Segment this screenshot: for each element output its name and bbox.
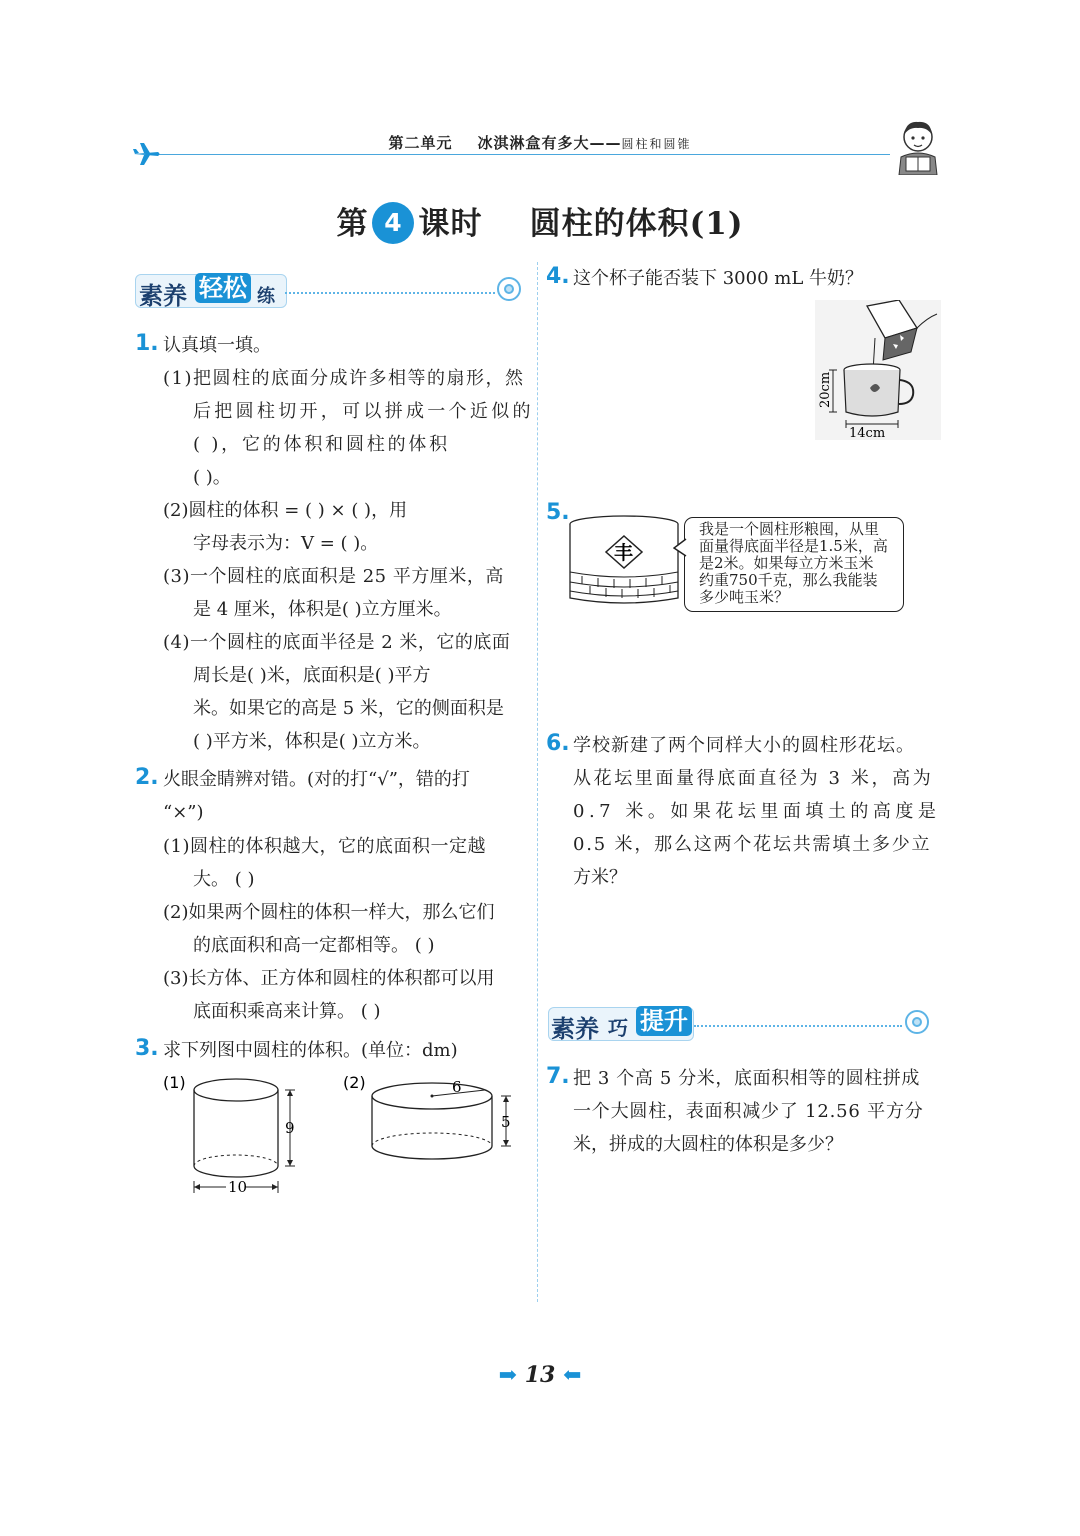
q2-line: 的底面积和高一定都相等。 ( ) (193, 935, 435, 956)
bubble-line: 面量得底面半径是1.5米，高 (699, 537, 888, 555)
arrow-left-icon: ⬅ (562, 1362, 582, 1388)
q6-line: 0.5 米，那么这两个花坛共需填土多少立 (573, 834, 932, 855)
fig2-height-label: 5 (501, 1113, 511, 1131)
q2-line: 底面积乘高来计算。 ( ) (193, 1001, 381, 1022)
cup-width-label: 14cm (849, 426, 886, 440)
cup-and-milk-illustration (815, 300, 941, 440)
q6-line: 学校新建了两个同样大小的圆柱形花坛。 (573, 735, 915, 756)
question-4-number: 4. (546, 264, 570, 289)
question-2-number: 2. (135, 765, 159, 790)
q2-line: (1)圆柱的体积越大，它的底面积一定越 (163, 836, 486, 857)
banner-word-2: 巧 (608, 1016, 628, 1040)
granary-illustration (568, 512, 683, 608)
q1-line: 周长是( )米，底面积是( )平方 (193, 665, 431, 686)
q2-line: “×”) (163, 802, 204, 823)
q1-line: (4)一个圆柱的底面半径是 2 米，它的底面 (163, 632, 511, 653)
lesson-prefix: 第 (336, 206, 369, 242)
granary-sign: 丰 (614, 542, 634, 564)
bubble-line: 是2米。如果每立方米玉米 (699, 554, 874, 572)
question-1-number: 1. (135, 331, 159, 356)
banner-word-1: 素养 (551, 1015, 599, 1043)
cylinder-figure-1 (160, 1070, 310, 1198)
lesson-title (0, 198, 1080, 244)
fig2-label: (2) (343, 1073, 366, 1092)
q4-text: 这个杯子能否装下 3000 mL 牛奶？ (573, 268, 863, 289)
lesson-topic: 圆柱的体积(1) (529, 206, 744, 242)
q6-line: 从花坛里面量得底面直径为 3 米，高为 (573, 768, 934, 789)
q1-line: (2)圆柱的体积 = ( ) × ( )，用 (163, 500, 408, 521)
q1-line: 认真填一填。 (163, 335, 271, 356)
fig1-diameter-label: 10 (228, 1178, 248, 1196)
page-footer (0, 1362, 1080, 1388)
fig2-radius-label: 6 (452, 1078, 462, 1096)
bubble-tail (673, 538, 687, 558)
question-5-number: 5. (546, 500, 570, 525)
q6-line: 0.7 米。如果花坛里面填土的高度是 (573, 801, 941, 822)
arrow-right-icon: ➡ (498, 1362, 518, 1388)
q1-line: 后把圆柱切开，可以拼成一个近似的 (193, 401, 534, 422)
fig1-label: (1) (163, 1073, 186, 1092)
q1-line: ( )，它的体积和圆柱的体积 (193, 434, 450, 455)
column-divider (537, 262, 538, 1302)
section-banner-improve (548, 1001, 938, 1045)
header-rule (150, 154, 890, 155)
q1-line: 是 4 厘米，体积是( )立方厘米。 (193, 599, 452, 620)
q2-line: 大。 ( ) (193, 869, 255, 890)
bubble-line: 多少吨玉米？ (699, 588, 790, 606)
question-3-number: 3. (135, 1036, 159, 1061)
q1-line: (3)一个圆柱的底面积是 25 平方厘米，高 (163, 566, 504, 587)
banner-word-3: 练 (257, 286, 275, 307)
q2-line: (3)长方体、正方体和圆柱的体积都可以用 (163, 968, 495, 989)
banner-word-1: 素养 (139, 282, 187, 310)
unit-title: 冰淇淋盒有多大—— (477, 134, 622, 152)
lesson-number-badge: 4 (372, 202, 414, 244)
section-banner-practice (135, 268, 525, 312)
q1-line: (1)把圆柱的底面分成许多相等的扇形，然 (163, 368, 525, 389)
banner-dotted-line (694, 1025, 902, 1027)
lesson-suffix: 课时 (418, 206, 483, 242)
q7-line: 米，拼成的大圆柱的体积是多少？ (573, 1134, 843, 1155)
page-number: 13 (524, 1362, 556, 1388)
q2-line: (2)如果两个圆柱的体积一样大，那么它们 (163, 902, 495, 923)
banner-dotted-line (285, 292, 495, 294)
bubble-line: 我是一个圆柱形粮囤，从里 (699, 520, 880, 538)
q7-line: 一个大圆柱，表面积减少了 12.56 平方分 (573, 1101, 924, 1122)
speech-bubble (684, 517, 904, 612)
cup-height-label: 20cm (818, 371, 833, 408)
unit-subtitle: 圆柱和圆锥 (621, 137, 692, 151)
fig1-height-label: 9 (285, 1119, 295, 1137)
question-7-number: 7. (546, 1064, 570, 1089)
q7-line: 把 3 个高 5 分米，底面积相等的圆柱拼成 (573, 1068, 920, 1089)
bubble-line: 约重750千克，那么我能装 (699, 571, 878, 589)
q3-text: 求下列图中圆柱的体积。(单位：dm) (163, 1040, 458, 1061)
q1-line: 字母表示为：V = ( )。 (193, 533, 379, 554)
target-icon (905, 1010, 929, 1034)
q2-line: 火眼金睛辨对错。(对的打“√”，错的打 (163, 769, 470, 790)
banner-word-2: 轻松 (195, 273, 251, 303)
q1-line: ( )。 (193, 467, 231, 488)
student-reading-icon (893, 117, 943, 175)
target-icon (497, 277, 521, 301)
question-6-number: 6. (546, 731, 570, 756)
q6-line: 方米？ (573, 867, 627, 888)
q1-line: ( )平方米，体积是( )立方米。 (193, 731, 431, 752)
unit-label: 第二单元 (388, 134, 453, 152)
banner-word-3: 提升 (636, 1006, 692, 1036)
bubble-text (699, 521, 888, 606)
q1-line: 米。如果它的高是 5 米，它的侧面积是 (193, 698, 504, 719)
cylinder-figure-2 (340, 1070, 525, 1170)
